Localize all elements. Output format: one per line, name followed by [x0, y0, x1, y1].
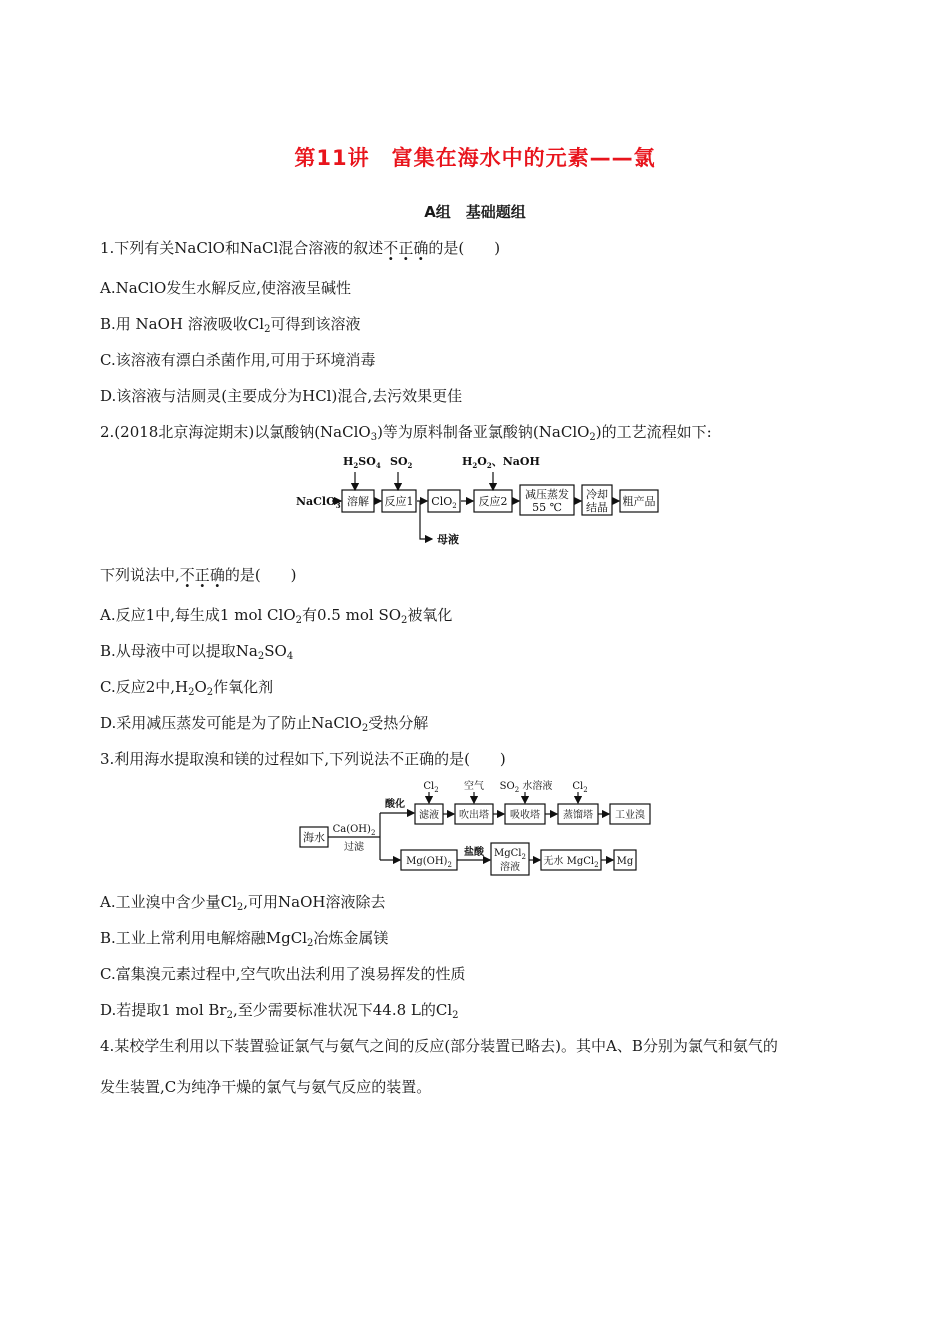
q3-option-d: D.若提取1 mol $Br_2$,至少需要标准状况下44.8 L的$Cl_2$: [100, 1001, 459, 1021]
flow-reagent-cl2-b: $Cl_2$: [572, 781, 588, 794]
flow-absorb-tower-label: 吸收塔: [510, 810, 540, 821]
flow-reagent-so2-solution: $SO_2$ 水溶液: [499, 781, 553, 794]
q1-option-c: C.该溶液有漂白杀菌作用,可用于环境消毒: [100, 351, 376, 369]
flow-seawater-label: 海水: [303, 831, 325, 844]
q3-option-a: A.工业溴中含少量$Cl_2$,可用NaOH溶液除去: [100, 893, 386, 913]
flow-reagent-h2o2-naoh: $H_2O_2$、NaOH: [462, 455, 540, 470]
flow-caoh2-label: $Ca(OH)_2$: [332, 824, 376, 837]
page-title: 第11讲 富集在海水中的元素——氯: [294, 146, 656, 170]
flow-box-crude-product-label: 粗产品: [622, 495, 656, 508]
flow-mg-hydroxide-label: $Mg(OH)_2$: [406, 856, 452, 869]
q4-stem-line1: 4.某校学生利用以下装置验证氯气与氨气之间的反应(部分装置已略去)。其中A、B分别为氯气和氨气的: [100, 1037, 778, 1055]
q2-stem: 2.(2018北京海淀期末)以氯酸钠(NaClO$_3$)等为原料制备亚氯酸钠(NaClO$_2$)的工艺流程如下:: [100, 423, 712, 443]
flow-filter-label: 过滤: [344, 842, 364, 853]
flow-box-clo2-label: ClO$_2$: [431, 495, 457, 510]
flow-mother-liquor-label: 母液: [437, 533, 459, 546]
flow-reagent-so2: $SO_2$: [390, 455, 413, 470]
q2-option-d: D.采用减压蒸发可能是为了防止NaClO$_2$受热分解: [100, 714, 429, 734]
flow-anhydrous-mgcl2-label: 无水 MgCl$_2$: [543, 856, 599, 869]
q2-option-b: B.从母液中可以提取$Na_2SO_4$: [100, 642, 294, 662]
flow-reagent-cl2-a: $Cl_2$: [423, 781, 439, 794]
flow-box-evaporation-label: 减压蒸发: [525, 488, 569, 501]
flow-filtrate-label: 滤液: [419, 810, 439, 821]
q4-stem-line2: 发生装置,C为纯净干燥的氯气与氨气反应的装置。: [100, 1078, 432, 1096]
q2-sub-stem: 下列说法中,不正确的是( ): [100, 566, 297, 584]
flow-box-dissolve-label: 溶解: [347, 495, 369, 508]
flow-magnesium-label: Mg: [616, 856, 634, 867]
flow-mgcl2-solution-label-a: MgCl$_2$: [494, 848, 526, 861]
q2-option-c: C.反应2中$,H_2O_2$作氧化剂: [100, 678, 274, 698]
flow-box-cool-label: 冷却: [586, 488, 608, 501]
flow-hcl-label: 盐酸: [464, 847, 484, 858]
q3-option-b: B.工业上常利用电解熔融MgCl$_2$冶炼金属镁: [100, 929, 389, 949]
flow-reagent-h2so4: $H_2SO_4$: [343, 455, 381, 470]
group-heading: A组 基础题组: [424, 203, 526, 221]
flow-reagent-air: 空气: [464, 781, 484, 792]
q1-option-d: D.该溶液与洁厕灵(主要成分为HCl)混合,去污效果更佳: [100, 387, 463, 405]
flow-distill-tower-label: 蒸馏塔: [563, 810, 593, 821]
flow-box-reaction1-label: 反应1: [384, 495, 414, 508]
flow-industrial-bromine-label: 工业溴: [615, 810, 645, 821]
q1-option-b: B.用 NaOH 溶液吸收$Cl_2$可得到该溶液: [100, 315, 361, 335]
flow-box-crystallize-label: 结晶: [586, 501, 608, 514]
q1-stem: 1.下列有关NaClO和NaCl混合溶液的叙述不正确的是( ): [100, 239, 501, 257]
flow-mgcl2-solution-label-b: 溶液: [500, 862, 520, 873]
flow-acidify-label: 酸化: [385, 799, 405, 810]
flow-box-reaction2-label: 反应2: [478, 495, 508, 508]
q1-option-a: A.NaClO发生水解反应,使溶液呈碱性: [100, 279, 352, 297]
q3-option-c: C.富集溴元素过程中,空气吹出法利用了溴易挥发的性质: [100, 965, 466, 983]
flow-box-evaporation-temp: 55 ℃: [532, 501, 562, 514]
flow-blow-tower-label: 吹出塔: [459, 810, 489, 821]
q2-option-a: A.反应1中,每生成1 mol ClO$_2$有0.5 mol $SO_2$被氧化: [100, 606, 453, 626]
q3-stem: 3.利用海水提取溴和镁的过程如下,下列说法不正确的是( ): [100, 750, 506, 768]
flow-start-label: NaClO$_3$: [296, 495, 341, 510]
